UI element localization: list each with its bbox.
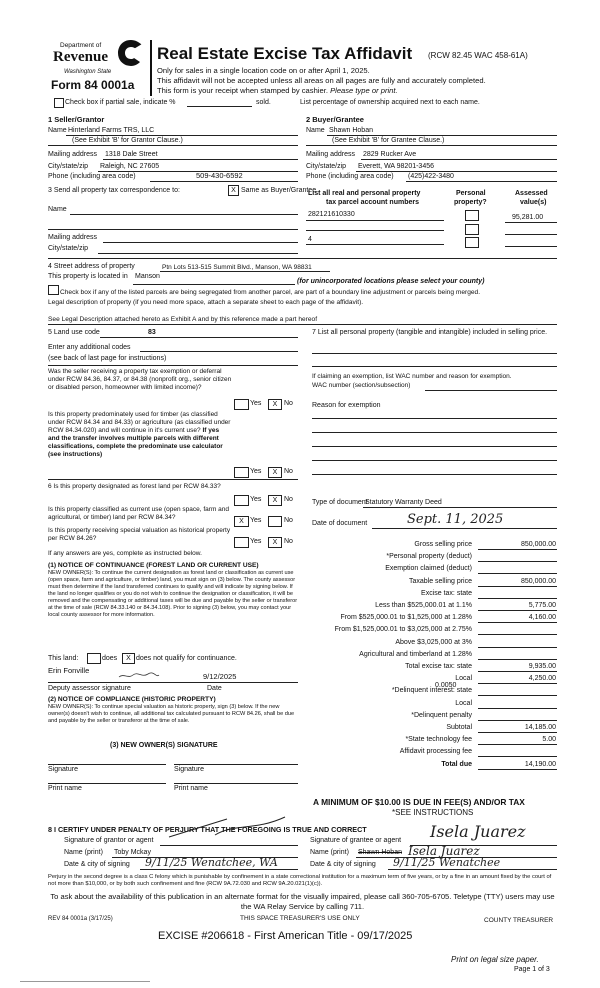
historic-no-checkbox[interactable]: X — [268, 537, 282, 548]
grantor-date-value[interactable]: 9/11/25 Wenatchee, WA — [145, 856, 278, 869]
seller-name-value[interactable]: Hinterland Farms TRS, LLC — [68, 127, 155, 134]
tax-row-value[interactable]: 14,185.00 — [524, 724, 556, 731]
seller-name-line2[interactable]: (See Exhibit 'B' for Grantor Clause.) — [72, 137, 183, 144]
buyer-phone-value[interactable]: (425)422-3480 — [408, 173, 454, 180]
assessed-header-2: value(s) — [520, 199, 547, 206]
historic-yes-label: Yes — [250, 538, 262, 545]
tax-row-value[interactable]: 850,000.00 — [520, 541, 556, 548]
buyer-address-value[interactable]: 2829 Rucker Ave — [363, 151, 417, 158]
header-line-1: Only for sales in a single location code on or after April 1, 2025. — [157, 66, 370, 75]
header-line-3: This form is your receipt when stamped by cashier. Please type or print. — [157, 86, 398, 95]
notice-compliance-body: NEW OWNER(S): To continue special valuation as historic property, sign (3) below. If the new owner(s) doesn't wish to continue, all additional tax calculated pursuant to RCW 84.26, shall be due and payable by the seller or transferor at the time of sale. — [48, 704, 295, 724]
new-owner-signature-label-2: Signature — [174, 766, 204, 773]
seller-address-label: Mailing address — [48, 151, 98, 158]
tax-row-underline — [478, 720, 557, 721]
exemption-yes-label: Yes — [250, 400, 262, 407]
assessed-value-1[interactable]: 95,281.00 — [512, 214, 544, 221]
see-instructions-note: *SEE INSTRUCTIONS — [392, 808, 474, 817]
tax-row-underline — [478, 659, 557, 660]
page-number: Page 1 of 3 — [514, 966, 550, 973]
predominant-no-label: No — [284, 468, 293, 475]
tax-row-value[interactable]: 4,160.00 — [528, 614, 556, 621]
tax-row-underline — [478, 634, 557, 635]
header-line-2: This affidavit will not be accepted unless all areas on all pages are fully and accurately completed. — [157, 76, 486, 85]
tax-row-underline — [478, 671, 557, 672]
ownership-note: List percentage of ownership acquired next to each name. — [300, 99, 480, 106]
tax-row-value[interactable]: 14,190.00 — [524, 761, 556, 768]
correspondence-label: 3 Send all property tax correspondence to: — [48, 187, 180, 194]
seller-phone-value[interactable]: 509-430-6592 — [196, 171, 243, 180]
grantee-date-value[interactable]: 9/11/25 Wenatchee — [393, 856, 501, 869]
seller-city-value[interactable]: Raleigh, NC 27605 — [100, 163, 160, 170]
tax-row-label: Local — [455, 675, 472, 682]
assessed-header: Assessed — [515, 190, 548, 197]
tax-row-label: *Personal property (deduct) — [386, 553, 472, 560]
page-title: Real Estate Excise Tax Affidavit — [157, 44, 413, 63]
document-type-value[interactable]: Statutory Warranty Deed — [365, 499, 442, 506]
alternate-format-notice: To ask about the availability of this publication in an alternate format for the visually impaired, please call 360-705-6705. Teletype (TTY) users may use the WA Relay Service by calling 711. — [50, 892, 555, 911]
grantor-date-label: Date & city of signing — [64, 861, 130, 868]
partial-sale-checkbox[interactable] — [54, 98, 64, 108]
tax-row-underline — [478, 549, 557, 550]
tax-row-value[interactable]: 5.00 — [542, 736, 556, 743]
exemption-yes-checkbox[interactable] — [234, 399, 249, 410]
historic-no-label: No — [284, 538, 293, 545]
tax-row-label: *Delinquent interest: state — [391, 687, 472, 694]
grantee-name-value[interactable]: Shawn Hoban — [358, 849, 402, 856]
seller-city-label: City/state/zip — [48, 163, 89, 170]
forest-no-label: No — [284, 496, 293, 503]
tax-row-underline — [478, 756, 557, 757]
tax-row-underline — [478, 744, 557, 745]
tax-row-label: Local — [455, 700, 472, 707]
current-use-question: Is this property classified as current use (open space, farm and agricultural, or timber) land per RCW 84.34? — [48, 506, 230, 521]
rcw-reference: (RCW 82.45 WAC 458-61A) — [428, 51, 528, 60]
tax-row-underline — [478, 683, 557, 684]
wac-claim-label: If claiming an exemption, list WAC number and reason for exemption. WAC number (section/subsection) — [312, 373, 512, 389]
buyer-name-value[interactable]: Shawn Hoban — [329, 127, 373, 134]
buyer-city-label: City/state/zip — [306, 163, 347, 170]
grantor-name-value[interactable]: Toby Mckay — [114, 849, 151, 856]
tax-row-underline — [478, 610, 557, 611]
property-address-value[interactable]: Ptn Lots 513-515 Summit Blvd., Manson, WA 98831 — [162, 264, 312, 271]
assessor-date[interactable]: 9/12/2025 — [203, 672, 237, 681]
seller-phone-label: Phone (including area code) — [48, 173, 136, 180]
correspondence-name-label: Name — [48, 206, 67, 213]
grantor-signature-label: Signature of grantor or agent — [64, 837, 154, 844]
seller-name-label: Name — [48, 127, 67, 134]
tax-row-label: Taxable selling price — [408, 578, 472, 585]
buyer-phone-label: Phone (including area code) — [306, 173, 394, 180]
tax-row-label: Excise tax: state — [421, 590, 472, 597]
current-use-no-label: No — [284, 517, 293, 524]
buyer-address-label: Mailing address — [306, 151, 356, 158]
personal-property-checkbox-3[interactable] — [465, 237, 479, 248]
forest-yes-label: Yes — [250, 496, 262, 503]
tax-row-underline — [478, 573, 557, 574]
grantee-signature-label: Signature of grantee or agent — [310, 837, 402, 844]
deputy-assessor-label: Deputy assessor signature — [48, 685, 131, 692]
historic-yes-checkbox[interactable] — [234, 537, 249, 548]
see-back-note: (see back of last page for instructions) — [48, 355, 167, 362]
partial-sale-label: Check box if partial sale, indicate % — [65, 99, 176, 106]
notice-compliance-title: (2) NOTICE OF COMPLIANCE (HISTORIC PROPERTY) — [48, 696, 216, 703]
tax-row-label: Total excise tax: state — [405, 663, 472, 670]
predominant-yes-checkbox[interactable] — [234, 467, 249, 478]
parcel-number-1[interactable]: 282121610330 — [308, 211, 355, 218]
form-revision: REV 84 0001a (3/17/25) — [48, 916, 113, 922]
local-rate-value[interactable]: 0.0050 — [435, 682, 457, 689]
tax-row-value[interactable]: 5,775.00 — [528, 602, 556, 609]
parcel-number-2[interactable]: 4 — [308, 236, 312, 243]
reason-for-exemption-label: Reason for exemption — [312, 402, 381, 409]
buyer-city-value[interactable]: Everett, WA 98201-3456 — [358, 163, 435, 170]
same-as-buyer-label: Same as Buyer/Grantee — [241, 187, 317, 194]
assessor-signature-scribble — [118, 672, 160, 680]
tax-row-underline — [478, 695, 557, 696]
seller-address-value[interactable]: 1318 Dale Street — [105, 151, 158, 158]
predominant-yes-label: Yes — [250, 468, 262, 475]
tax-row-underline — [478, 647, 557, 648]
minimum-fee-note: A MINIMUM OF $10.00 IS DUE IN FEE(S) AND/OR TAX — [313, 797, 525, 807]
legal-description-label: Legal description of property (if you need more space, attach a separate sheet to each page of the affidavit). — [48, 299, 364, 306]
tax-row-value[interactable]: 850,000.00 — [520, 578, 556, 585]
tax-row-label: *Delinquent penalty — [411, 712, 472, 719]
new-owner-print-label-2: Print name — [174, 785, 208, 792]
tax-row-underline — [478, 561, 557, 562]
same-as-buyer-checkbox[interactable]: X — [228, 185, 239, 196]
assessor-name[interactable]: Erin Fonville — [48, 666, 90, 675]
segregated-label: Check box if any of the listed parcels are being segregated from another parcel, are part of a boundary line adjustment or parcels being merged. — [60, 289, 481, 296]
tax-row-label: Exemption claimed (deduct) — [385, 565, 472, 572]
predominant-no-checkbox[interactable]: X — [268, 467, 282, 478]
segregated-checkbox[interactable] — [48, 285, 59, 295]
additional-codes-label: Enter any additional codes — [48, 344, 131, 351]
current-use-yes-label: Yes — [250, 517, 262, 524]
personal-property-header-2: property? — [454, 199, 487, 206]
correspondence-city-label: City/state/zip — [48, 245, 89, 252]
document-date-label: Date of document — [312, 520, 368, 527]
tax-row-label: Less than $525,000.01 at 1.1% — [375, 602, 472, 609]
tax-row-value[interactable]: 9,935.00 — [528, 663, 556, 670]
exemption-question: Was the seller receiving a property tax exemption or deferral under RCW 84.36, 84.37, or 84.38 (nonprofit org., senior citizen or disabled person, homeowner with limited income)? — [48, 368, 232, 391]
parcels-header-2: tax parcel account numbers — [326, 199, 419, 206]
buyer-heading: 2 Buyer/Grantee — [306, 115, 364, 124]
notice-continuance-title: (1) NOTICE OF CONTINUANCE (FOREST LAND OR CURRENT USE) — [48, 562, 259, 569]
tax-row-label: Agricultural and timberland at 1.28% — [359, 651, 472, 658]
legal-paper-note: Print on legal size paper. — [451, 955, 539, 964]
property-address-label: 4 Street address of property — [48, 263, 135, 270]
tax-row-underline — [478, 708, 557, 709]
notice-continuance-body: NEW OWNER(S): To continue the current designation as forest land or classification as current use (open space, farm and agriculture, or timber) land, you must sign on (3) below. The county assessor must then determine if the land transferred continues to qualify and will indicate by signing below. If the land no longer qualifies or you do not wish to continue the designation or classification, it will be removed and the compensating or additional taxes will be due and payable by the seller or transferor at the time of sale (RCW 84.33.140 or 84.34.108). Prior to signing (3) below, you may contact your local county assessor for more information. — [48, 570, 298, 618]
document-date-value[interactable]: Sept. 11, 2025 — [407, 512, 504, 527]
excise-stamp: EXCISE #206618 - First American Title - 09/17/2025 — [158, 930, 413, 942]
predominant-use-question: Is this property predominately used for timber (as classified under RCW 84.34 and 84.33) or agriculture (as classified under RCW 84.34.020) and will continue in it's current use? If yes and the transfer involves multiple parcels with different classifications, complete the predominate use calculator (see instructions) — [48, 411, 231, 458]
historic-question: Is this property receiving special valuation as historical property per RCW 84.26? — [48, 527, 231, 542]
buyer-name-line2[interactable]: (See Exhibit 'B' for Grantee Clause.) — [332, 137, 445, 144]
tax-row-label: Gross selling price — [414, 541, 472, 548]
does-label: does — [102, 655, 118, 662]
new-owner-print-label-1: Print name — [48, 785, 82, 792]
tax-row-underline — [478, 598, 557, 599]
exemption-no-checkbox[interactable]: X — [268, 399, 282, 410]
tax-row-underline — [478, 622, 557, 623]
grantee-signature-value[interactable]: Isela Juarez — [430, 822, 526, 841]
tax-row-underline — [478, 732, 557, 733]
document-type-label: Type of document — [312, 499, 368, 506]
tax-row-label: From $1,525,000.01 to $3,025,000 at 2.75% — [334, 626, 472, 633]
tax-row-label: Subtotal — [446, 724, 472, 731]
revenue-logo-icon — [117, 38, 145, 68]
grantee-date-label: Date & city of signing — [310, 861, 376, 868]
land-use-code-label: 5 Land use code — [48, 329, 100, 336]
current-use-yes-checkbox[interactable]: X — [234, 516, 249, 527]
tax-row-label: From $525,000.01 to $1,525,000 at 1.28% — [340, 614, 472, 621]
does-not-qualify-label: does not qualify for continuance. — [136, 655, 237, 662]
county-treasurer-label: COUNTY TREASURER — [484, 917, 554, 924]
seller-heading: 1 Seller/Grantor — [48, 115, 105, 124]
tax-row-underline — [478, 769, 557, 770]
grantee-name-label: Name (print) — [310, 849, 349, 856]
revenue-logo-text: Revenue — [53, 49, 108, 65]
tax-row-value[interactable]: 4,250.00 — [528, 675, 556, 682]
exemption-no-label: No — [284, 400, 293, 407]
personal-property-checkbox-2[interactable] — [465, 224, 479, 235]
land-use-code-value[interactable]: 83 — [148, 329, 156, 336]
dept-of-text: Department of — [60, 42, 102, 49]
tax-row-label: *State technology fee — [405, 736, 472, 743]
sold-label: sold. — [256, 99, 271, 106]
this-land-label: This land: — [48, 655, 79, 662]
located-in-label: This property is located in — [48, 273, 128, 280]
personal-property-list-label: 7 List all personal property (tangible and intangible) included in selling price. — [312, 329, 548, 336]
correspondence-address-label: Mailing address — [48, 234, 98, 241]
does-not-qualify-checkbox[interactable]: X — [122, 653, 135, 664]
perjury-notice: Perjury in the second degree is a class C felony which is punishable by confinement in a state correctional institution for a maximum term of five years, or by a fine in an amount fixed by the court of not more than $10,000, or by both such confinement and fine (RCW 9A.72.030 and RCW 9A.20.021(1)(c)). — [48, 874, 552, 887]
grantor-name-label: Name (print) — [64, 849, 103, 856]
form-number: Form 84 0001a — [51, 78, 135, 92]
assessor-date-label: Date — [207, 685, 222, 692]
tax-row-label: Affidavit processing fee — [399, 748, 472, 755]
legal-description-value[interactable]: See Legal Description attached hereto as Exhibit A and by this reference made a part hereof — [48, 316, 318, 323]
located-in-value[interactable]: Manson — [135, 273, 160, 280]
buyer-name-label: Name — [306, 127, 325, 134]
new-owner-signature-heading: (3) NEW OWNER(S) SIGNATURE — [110, 742, 218, 749]
tax-row-label: Above $3,025,000 at 3% — [395, 639, 472, 646]
parcels-header-1: List all real and personal property — [308, 190, 421, 197]
forest-yes-checkbox[interactable] — [234, 495, 249, 506]
does-qualify-checkbox[interactable] — [87, 653, 101, 664]
personal-property-checkbox-1[interactable] — [465, 210, 479, 221]
new-owner-signature-label-1: Signature — [48, 766, 78, 773]
tax-row-label: Total due — [441, 761, 472, 768]
forest-land-question: 6 Is this property designated as forest land per RCW 84.33? — [48, 483, 221, 490]
tax-row-underline — [478, 586, 557, 587]
forest-no-checkbox[interactable]: X — [268, 495, 282, 506]
certify-statement: 8 I CERTIFY UNDER PENALTY OF PERJURY THAT THE FOREGOING IS TRUE AND CORRECT — [48, 825, 367, 834]
unincorporated-note: (for unincorporated locations please select your county) — [297, 278, 485, 285]
treasurer-use-label: THIS SPACE TREASURER'S USE ONLY — [240, 915, 360, 922]
if-any-yes-note: If any answers are yes, complete as instructed below. — [48, 550, 202, 557]
current-use-no-checkbox[interactable] — [268, 516, 282, 527]
grantee-name-handwritten[interactable]: Isela Juarez — [408, 844, 480, 858]
state-text: Washington State — [64, 69, 112, 75]
personal-property-header: Personal — [456, 190, 486, 197]
grantor-signature-mark — [165, 813, 295, 841]
